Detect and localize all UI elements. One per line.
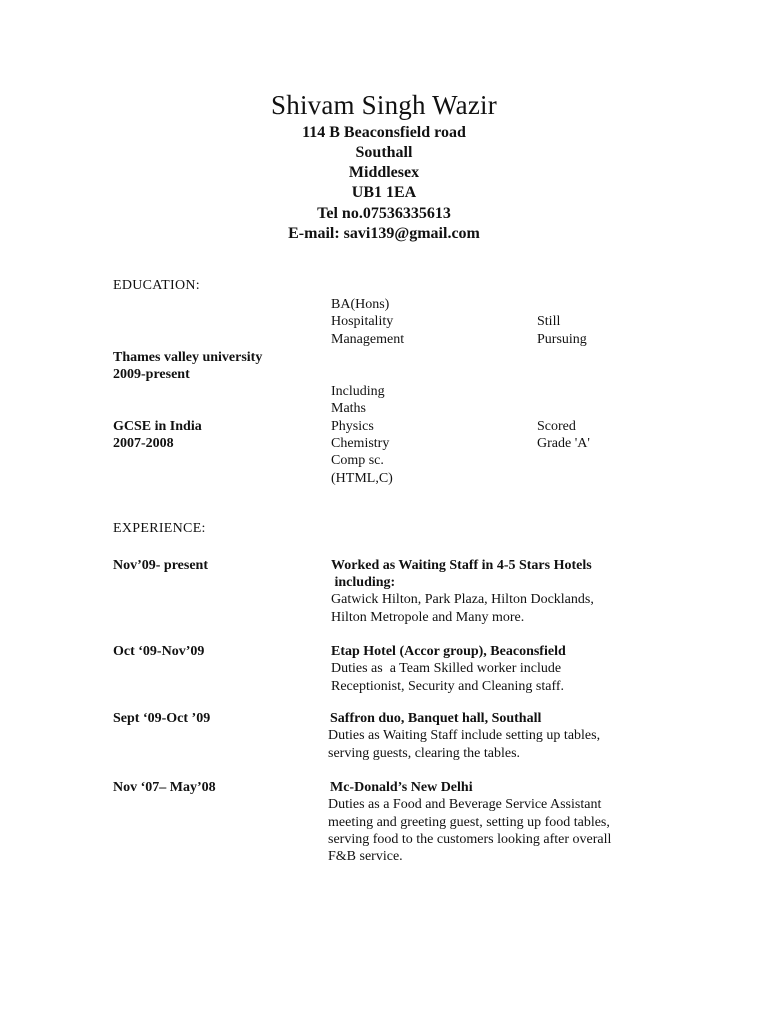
education-course-line: Chemistry	[331, 436, 390, 451]
experience-detail-line: Hilton Metropole and Many more.	[331, 610, 525, 625]
address-line-county: Middlesex	[348, 164, 420, 181]
education-status-line: Pursuing	[537, 332, 587, 347]
education-course-line: BA(Hons)	[331, 297, 390, 312]
education-period: 2007-2008	[113, 436, 174, 451]
experience-title: including:	[331, 575, 396, 590]
email-line: E-mail: savi139@gmail.com	[288, 225, 480, 242]
candidate-name: Shivam Singh Wazir	[271, 90, 497, 120]
experience-period: Nov ‘07– May’08	[113, 780, 216, 795]
education-course-line: Hospitality	[331, 314, 394, 329]
education-course-line: Comp sc.	[331, 453, 384, 468]
education-period: 2009-present	[113, 367, 190, 382]
education-heading: EDUCATION:	[113, 278, 200, 293]
experience-title: Saffron duo, Banquet hall, Southall	[330, 711, 542, 726]
education-status-line: Still	[537, 314, 561, 329]
education-status-line: Grade 'A'	[537, 436, 590, 451]
experience-period: Sept ‘09-Oct ’09	[113, 711, 211, 726]
experience-title: Etap Hotel (Accor group), Beaconsfield	[331, 644, 566, 659]
education-course-line: Maths	[331, 401, 366, 416]
experience-title: Worked as Waiting Staff in 4-5 Stars Hotels	[331, 558, 592, 573]
experience-detail-line: Duties as a Team Skilled worker include	[331, 661, 562, 676]
experience-period: Oct ‘09-Nov’09	[113, 644, 205, 659]
education-course-line: (HTML,C)	[331, 471, 393, 486]
address-line-town: Southall	[355, 144, 413, 161]
experience-detail-line: Duties as Waiting Staff include setting up tables,	[328, 728, 601, 743]
experience-detail-line: meeting and greeting guest, setting up food tables,	[328, 815, 610, 830]
education-status-line: Scored	[537, 419, 576, 434]
experience-detail-line: Duties as a Food and Beverage Service Assistant	[328, 797, 602, 812]
experience-heading: EXPERIENCE:	[113, 521, 206, 536]
address-line-street: 114 B Beaconsfield road	[302, 124, 466, 141]
education-institution: GCSE in India	[113, 419, 202, 434]
experience-detail-line: Receptionist, Security and Cleaning staff.	[331, 679, 565, 694]
experience-period: Nov’09- present	[113, 558, 209, 573]
education-course-line: Physics	[331, 419, 374, 434]
experience-title: Mc-Donald’s New Delhi	[330, 780, 473, 795]
experience-detail-line: F&B service.	[328, 849, 403, 864]
experience-detail-line: serving guests, clearing the tables.	[328, 746, 521, 761]
experience-detail-line: Gatwick Hilton, Park Plaza, Hilton Docklands,	[331, 592, 594, 607]
address-line-postcode: UB1 1EA	[351, 184, 417, 201]
education-course-line: Including	[331, 384, 385, 399]
education-institution: Thames valley university	[113, 350, 263, 365]
experience-detail-line: serving food to the customers looking after overall	[328, 832, 612, 847]
education-course-line: Management	[331, 332, 405, 347]
phone-line: Tel no.07536335613	[317, 205, 451, 222]
